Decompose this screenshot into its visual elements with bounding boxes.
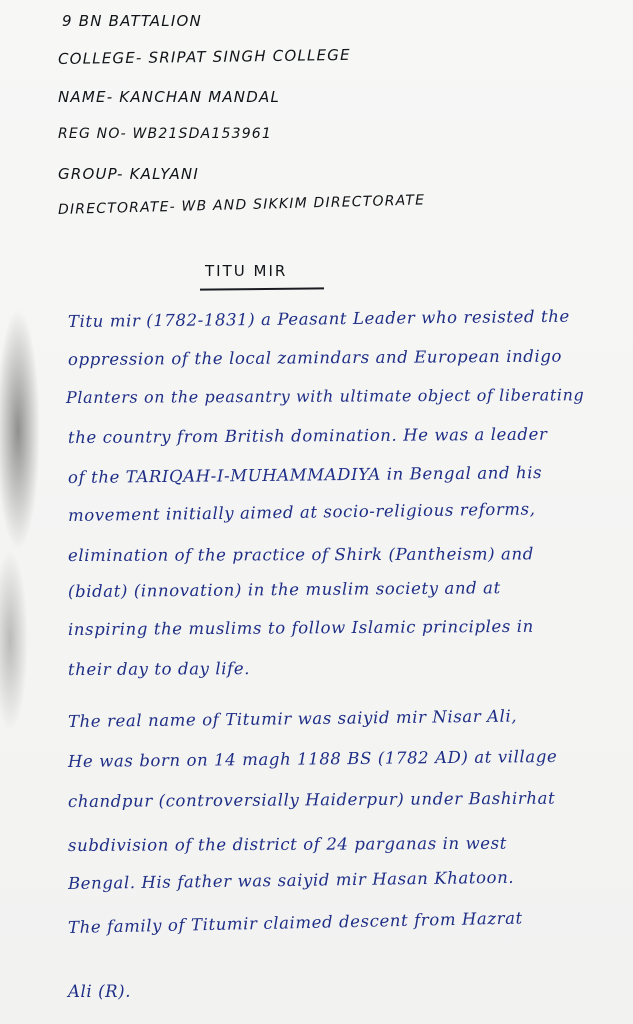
p2-line: The family of Titumir claimed descent from Hazrat: [67, 908, 523, 937]
p2-line: chandpur (controversially Haiderpur) under Bashirhat: [67, 788, 556, 811]
p2-line: He was born on 14 magh 1188 BS (1782 AD) at village: [67, 746, 558, 771]
header-directorate: DIRECTORATE- WB AND SIKKIM DIRECTORATE: [57, 192, 426, 218]
p1-line: elimination of the practice of Shirk (Pantheism) and: [67, 544, 534, 565]
p1-line: oppression of the local zamindars and European indigo: [67, 346, 563, 369]
p1-line: (bidat) (innovation) in the muslim society and at: [67, 578, 501, 601]
header-group: GROUP- KALYANI: [58, 165, 199, 183]
p2-line: Bengal. His father was saiyid mir Hasan Khatoon.: [67, 867, 515, 893]
title-underline: [200, 287, 324, 290]
p1-line: the country from British domination. He was a leader: [67, 424, 548, 447]
header-name: NAME- KANCHAN MANDAL: [58, 88, 280, 106]
p2-line: subdivision of the district of 24 parganas in west: [67, 833, 507, 855]
page-title: TITU MIR: [205, 262, 288, 280]
header-reg-no: REG NO- WB21SDA153961: [58, 126, 273, 142]
p1-line: movement initially aimed at socio-religious reforms,: [67, 499, 536, 525]
p2-line: Ali (R).: [68, 982, 132, 1001]
p2-line: The real name of Titumir was saiyid mir Nisar Ali,: [67, 706, 518, 731]
p1-line: Titu mir (1782-1831) a Peasant Leader who resisted the: [67, 306, 570, 331]
p1-line: inspiring the muslims to follow Islamic principles in: [67, 616, 534, 639]
p1-line: their day to day life.: [67, 659, 251, 679]
header-college: COLLEGE- SRIPAT SINGH COLLEGE: [57, 45, 351, 68]
header-battalion: 9 BN BATTALION: [62, 12, 202, 30]
p1-line: Planters on the peasantry with ultimate object of liberating: [65, 385, 585, 407]
p1-line: of the TARIQAH-I-MUHAMMADIYA in Bengal and his: [67, 463, 543, 487]
